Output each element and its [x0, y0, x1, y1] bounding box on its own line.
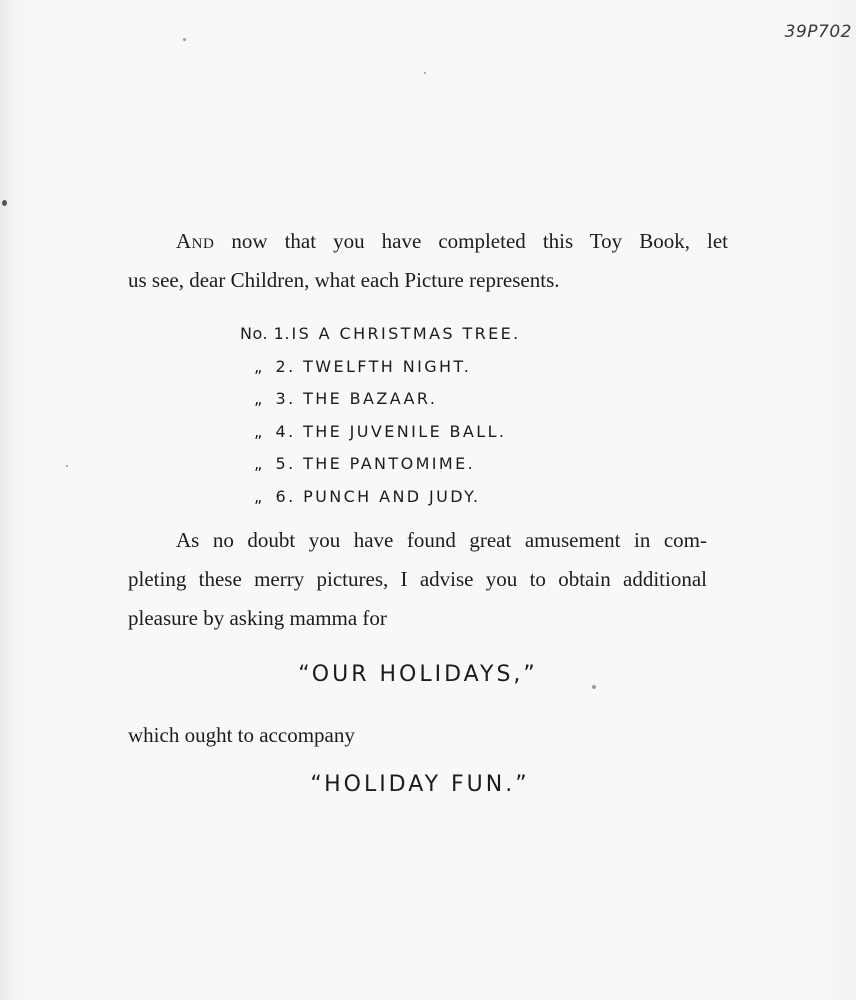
shelfmark-annotation: 39P702	[784, 22, 852, 42]
list-item	[240, 481, 640, 514]
list-item-title: PUNCH AND JUDY.	[303, 486, 481, 506]
list-item-number: 5.	[275, 454, 296, 473]
list-item	[240, 448, 640, 481]
book-title-our-holidays: “OUR HOLIDAYS,”	[298, 662, 538, 687]
advice-line-3: pleasure by asking mamma for	[128, 606, 387, 630]
list-item	[240, 416, 640, 449]
advice-paragraph	[128, 521, 707, 638]
list-item-title: IS A CHRISTMAS TREE.	[291, 324, 521, 343]
intro-paragraph	[128, 222, 728, 300]
list-item-number: 2.	[275, 356, 296, 376]
ditto-mark: „	[254, 454, 265, 473]
advice-line-2: pleting these merry pictures, I advise you to obtain additional	[128, 567, 707, 591]
list-item-number: 4.	[275, 421, 296, 441]
ditto-mark: „	[254, 356, 265, 376]
paper-speck	[183, 38, 186, 41]
list-item-title: TWELFTH NIGHT.	[303, 356, 472, 376]
list-item	[240, 383, 640, 416]
intro-lead-word: And	[176, 229, 215, 253]
list-item-title: THE JUVENILE BALL.	[303, 421, 507, 441]
list-item-title: THE PANTOMIME.	[303, 454, 476, 473]
advice-line-1: As no doubt you have found great amusement in com-	[176, 528, 707, 552]
ditto-mark: „	[254, 421, 265, 441]
list-item	[240, 351, 640, 384]
list-item	[240, 318, 640, 351]
intro-line-1	[128, 222, 728, 261]
paper-speck	[2, 200, 7, 206]
paper-speck	[424, 72, 426, 74]
ditto-mark: „	[254, 486, 265, 506]
list-item-number: 3.	[275, 389, 296, 408]
paper-speck	[592, 685, 596, 689]
paper-speck	[66, 465, 68, 467]
book-title-holiday-fun: “HOLIDAY FUN.”	[310, 772, 530, 797]
intro-line-2: us see, dear Children, what each Picture represents.	[128, 268, 560, 292]
list-item-title: THE BAZAAR.	[303, 389, 438, 408]
ditto-mark: „	[254, 389, 265, 408]
accompany-text: which ought to accompany	[128, 723, 355, 747]
list-item-prefix: No. 1.	[240, 324, 290, 343]
list-item-number: 6.	[275, 486, 296, 506]
picture-list	[240, 318, 640, 513]
intro-line-1-text: now that you have completed this Toy Book, let	[214, 229, 728, 253]
